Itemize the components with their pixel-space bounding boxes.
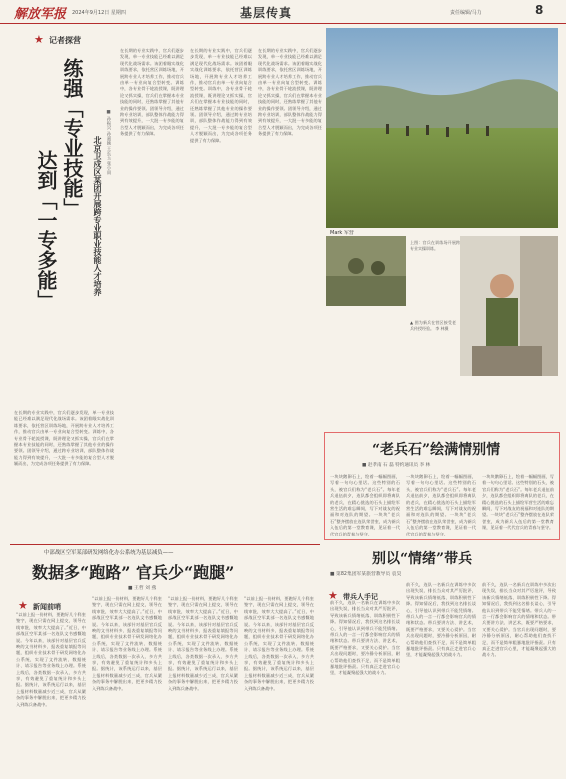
feeling-title: 别以“情绪”带兵 xyxy=(372,551,473,567)
news-col2: “以前上报一份材料，要跑好几个科室签字，现在只需在网上提交，领导在线审批，效率大大提高了。”近日，中部战区空军某部一名连队文书感慨地说。今年以来，该部针对基层官兵反映的文书材料多、报表重复填报等问题，组织专业技术骨干研发网络化办公系统，实现了文件流转、数据统计、请示报告等业务线上办理。系统上线后，各类数据一次录入、多方共享，有效避免了重复统计和多头上报。据统计，该系统运行以来，基层上报材料数量减少近三成，官兵从繁杂的事务中解脱出来，把更多精力投入到练兵备战中。 xyxy=(92,596,162,691)
probe-body-col3: 在长期的专业实践中，官兵们逐步发现，单一专业技能已经难以满足现代化战场需求。该团着眼实战化训练要求，依托营区训练场地，开展跨专业人才培养工作，推动官兵由单一专业向复合型转变。训练中，各专业骨干轮流授课，既讲理论又抓实操，官兵们在掌握本专业技能的同时，还熟练掌握了其他专业的操作要领。团领导介绍，通过跨专业培训，部队整体作战能力得到有效提升，一大批一专多能的复合型人才脱颖而出，为完成各项任务提供了有力保障。 xyxy=(190,48,252,143)
grassland-photo-icon xyxy=(326,28,558,228)
main-subtitle: 北京卫戍区某团开展跨专业职业技能人才培养 xyxy=(93,136,102,296)
star-icon: ★ xyxy=(34,33,44,46)
feeling-col2: 前不久，连队一名新兵在训练中多次出现失误，排长当众对其严厉批评，导致该新兵情绪低落、训练积极性下降。得知情况后，我找到这名排长谈心，引导他认识到带兵不能凭情绪。带兵人的一言一行都会影响官兵的情绪和状态。带兵要讲方法、讲艺术，既要严格要求，又要关心爱护。当官兵出现问题时，要冷静分析原因，耐心帮助他们查找不足，而不是简单粗暴地批评指责。只有真正走进官兵心里，才能凝聚起强大的战斗力。 xyxy=(406,582,476,658)
photo-caption-1: 上图：官兵在训练场开展跨专业实操训练。 xyxy=(410,240,460,252)
probe-body-col1: 在长期的专业实践中，官兵们逐步发现，单一专业技能已经难以满足现代化战场需求。该团着眼实战化训练要求，依托营区训练场地，开展跨专业人才培养工作，推动官兵由单一专业向复合型转变。训练中，各专业骨干轮流授课，既讲理论又抓实操，官兵们在掌握本专业技能的同时，还熟练掌握了其他专业的操作要领。团领导介绍，通过跨专业培训，部队整体作战能力得到有效提升，一大批一专多能的复合型人才脱颖而出，为完成各项任务提供了有力保障。 xyxy=(14,410,114,467)
reporter-byline: ■ 孙振兴 孙嘉颖 王长玉 张小雨 xyxy=(106,110,111,175)
page-header xyxy=(0,0,566,24)
news-title: 数据多“跑路” 官兵少“跑腿” xyxy=(32,563,235,582)
feeling-byline: ■ 第82集团军某旅营教导员 袁昊 xyxy=(330,572,402,577)
photo-caption-mark: Mark 军营 xyxy=(330,230,354,236)
old-soldier-col1: 一块块鹅卵石上，绘着一幅幅图画，写着一句句心里话。这些特别的石头，被官兵们称为“老兵石”。每年老兵退伍前夕，连队都会组织即将离队的老兵，在精心挑选的石头上描绘军营生活的难忘瞬间，写下对战友的祝福和对连队的期望。一块块“老兵石”整齐摆放在连队荣誉室，成为新兵入伍后的第一堂教育课，见证着一代代官兵的青春与坚守。 xyxy=(330,474,400,536)
news-col3: “以前上报一份材料，要跑好几个科室签字，现在只需在网上提交，领导在线审批，效率大大提高了。”近日，中部战区空军某部一名连队文书感慨地说。今年以来，该部针对基层官兵反映的文书材料多、报表重复填报等问题，组织专业技术骨干研发网络化办公系统，实现了文件流转、数据统计、请示报告等业务线上办理。系统上线后，各类数据一次录入、多方共享，有效避免了重复统计和多头上报。据统计，该系统运行以来，基层上报材料数量减少近三成，官兵从繁杂的事务中解脱出来，把更多精力投入到练兵备战中。 xyxy=(168,596,238,691)
probe-body-col4: 在长期的专业实践中，官兵们逐步发现，单一专业技能已经难以满足现代化战场需求。该团着眼实战化训练要求，依托营区训练场地，开展跨专业人才培养工作，推动官兵由单一专业向复合型转变。训练中，各专业骨干轮流授课，既讲理论又抓实操，官兵们在掌握本专业技能的同时，还熟练掌握了其他专业的操作要领。团领导介绍，通过跨专业培训，部队整体作战能力得到有效提升，一大批一专多能的复合型人才脱颖而出，为完成各项任务提供了有力保障。 xyxy=(258,48,322,137)
news-col1: “以前上报一份材料，要跑好几个科室签字，现在只需在网上提交，领导在线审批，效率大大提高了。”近日，中部战区空军某部一名连队文书感慨地说。今年以来，该部针对基层官兵反映的文书材料多、报表重复填报等问题，组织专业技术骨干研发网络化办公系统，实现了文件流转、数据统计、请示报告等业务线上办理。系统上线后，各类数据一次录入、多方共享，有效避免了重复统计和多头上报。据统计，该系统运行以来，基层上报材料数量减少近三成，官兵从繁杂的事务中解脱出来，把更多精力投入到练兵备战中。 xyxy=(16,612,86,707)
news-col4: “以前上报一份材料，要跑好几个科室签字，现在只需在网上提交，领导在线审批，效率大大提高了。”近日，中部战区空军某部一名连队文书感慨地说。今年以来，该部针对基层官兵反映的文书材料多、报表重复填报等问题，组织专业技术骨干研发网络化办公系统，实现了文件流转、数据统计、请示报告等业务线上办理。系统上线后，各类数据一次录入、多方共享，有效避免了重复统计和多头上报。据统计，该系统运行以来，基层上报材料数量减少近三成，官兵从繁杂的事务中解脱出来，把更多精力投入到练兵备战中。 xyxy=(244,596,314,691)
soldier-portrait-icon xyxy=(460,236,558,376)
tag-label: 记者探营 xyxy=(48,36,81,45)
soldier-caption: ▲ 图为新兵在营区接受老兵传授经验。 李 林摄 xyxy=(410,320,456,332)
news-kicker: 中部战区空军某部研发网络化办公系统为基层减负—— xyxy=(44,550,174,556)
section-divider xyxy=(10,544,320,545)
feeling-tag-label: 带兵人手记 xyxy=(342,593,378,601)
editor-credit: 责任编辑/马力 xyxy=(450,10,482,16)
feeling-col3: 前不久，连队一名新兵在训练中多次出现失误，排长当众对其严厉批评，导致该新兵情绪低落、训练积极性下降。得知情况后，我找到这名排长谈心，引导他认识到带兵不能凭情绪。带兵人的一言一行都会影响官兵的情绪和状态。带兵要讲方法、讲艺术，既要严格要求，又要关心爱护。当官兵出现问题时，要冷静分析原因，耐心帮助他们查找不足，而不是简单粗暴地批评指责。只有真正走进官兵心里，才能凝聚起强大的战斗力。 xyxy=(482,582,556,658)
soldier-portrait-photo xyxy=(460,236,558,376)
training-photo-small xyxy=(326,236,406,306)
reporter-probe-tag xyxy=(34,28,81,47)
section-title: 基层传真 xyxy=(240,6,293,20)
old-soldier-byline: ■ 赵孝南 石 磊 特约通讯员 李 林 xyxy=(362,463,431,468)
probe-body-col2: 在长期的专业实践中，官兵们逐步发现，单一专业技能已经难以满足现代化战场需求。该团着眼实战化训练要求，依托营区训练场地，开展跨专业人才培养工作，推动官兵由单一专业向复合型转变。训练中，各专业骨干轮流授课，既讲理论又抓实操，官兵们在掌握本专业技能的同时，还熟练掌握了其他专业的操作要领。团领导介绍，通过跨专业培训，部队整体作战能力得到有效提升，一大批一专多能的复合型人才脱颖而出，为完成各项任务提供了有力保障。 xyxy=(120,48,184,137)
soldiers-photo-icon xyxy=(326,236,406,306)
old-soldier-col3: 一块块鹅卵石上，绘着一幅幅图画，写着一句句心里话。这些特别的石头，被官兵们称为“老兵石”。每年老兵退伍前夕，连队都会组织即将离队的老兵，在精心挑选的石头上描绘军营生活的难忘瞬间，写下对战友的祝福和对连队的期望。一块块“老兵石”整齐摆放在连队荣誉室，成为新兵入伍后的第一堂教育课，见证着一代代官兵的青春与坚守。 xyxy=(482,474,554,531)
news-byline: ■ 王哲 刘 燕 xyxy=(128,586,157,591)
page-number: 8 xyxy=(535,3,544,17)
old-soldier-title: “老兵石”绘满情别情 xyxy=(372,442,501,458)
news-tag-label: 新闻前哨 xyxy=(32,603,61,611)
issue-date: 2024年9月12日 星期四 xyxy=(72,10,126,16)
training-photo-top xyxy=(326,28,558,228)
news-tag xyxy=(18,594,61,613)
main-title-line2: 达到「一专多能」 xyxy=(34,150,58,310)
star-icon: ★ xyxy=(328,589,338,602)
masthead: 解放军报 xyxy=(14,7,67,22)
feeling-col1: 前不久，连队一名新兵在训练中多次出现失误，排长当众对其严厉批评，导致该新兵情绪低落、训练积极性下降。得知情况后，我找到这名排长谈心，引导他认识到带兵不能凭情绪。带兵人的一言一行都会影响官兵的情绪和状态。带兵要讲方法、讲艺术，既要严格要求，又要关心爱护。当官兵出现问题时，要冷静分析原因，耐心帮助他们查找不足，而不是简单粗暴地批评指责。只有真正走进官兵心里，才能凝聚起强大的战斗力。 xyxy=(330,600,400,676)
main-title-line1: 练强「专业技能」 xyxy=(60,58,84,218)
star-icon: ★ xyxy=(18,599,28,612)
old-soldier-col2: 一块块鹅卵石上，绘着一幅幅图画，写着一句句心里话。这些特别的石头，被官兵们称为“老兵石”。每年老兵退伍前夕，连队都会组织即将离队的老兵，在精心挑选的石头上描绘军营生活的难忘瞬间，写下对战友的祝福和对连队的期望。一块块“老兵石”整齐摆放在连队荣誉室，成为新兵入伍后的第一堂教育课，见证着一代代官兵的青春与坚守。 xyxy=(406,474,476,536)
